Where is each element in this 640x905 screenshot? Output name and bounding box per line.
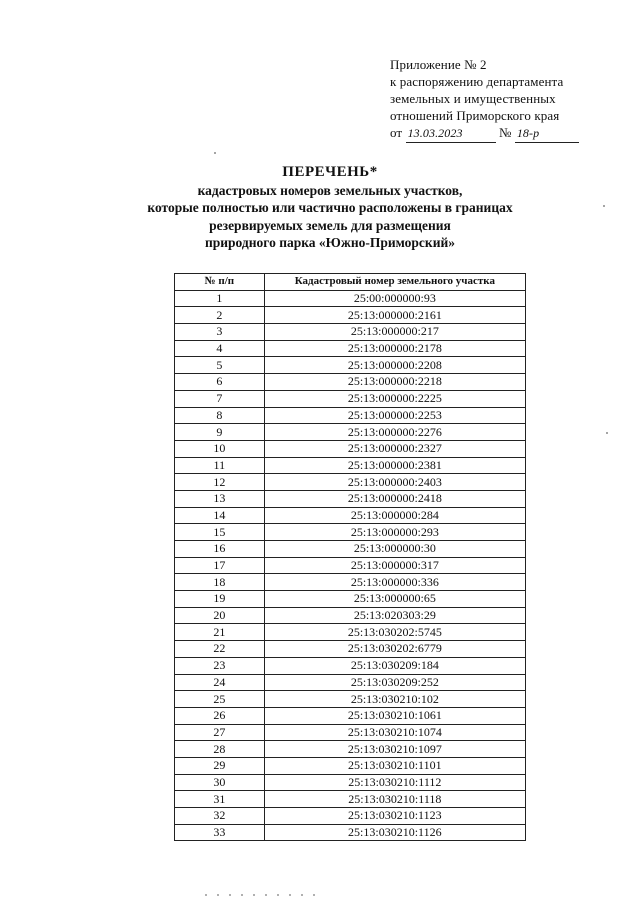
title-line-3: резервируемых земель для размещения [209,217,451,233]
row-number: 22 [175,641,265,658]
cadastral-number: 25:13:000000:2178 [264,340,525,357]
table-row [175,340,526,357]
table-row [175,641,526,658]
cadastral-number: 25:13:000000:317 [264,557,525,574]
row-number: 19 [175,591,265,608]
table-header-row [175,274,526,291]
row-number: 9 [175,424,265,441]
cadastral-number: 25:13:000000:2381 [264,457,525,474]
row-number: 32 [175,808,265,825]
row-number: 14 [175,507,265,524]
row-number: 21 [175,624,265,641]
table-row [175,557,526,574]
cadastral-number: 25:13:000000:217 [264,324,525,341]
scan-artifact-dots [200,893,320,897]
cadastral-number: 25:13:000000:2403 [264,474,525,491]
cadastral-number: 25:13:030209:184 [264,657,525,674]
table-row [175,440,526,457]
cadastral-number: 25:13:030209:252 [264,674,525,691]
number-prefix: № [498,125,512,140]
appendix-header [390,56,620,143]
handwritten-number: 18-р [515,125,579,143]
table-row [175,657,526,674]
appendix-line-department: земельных и имущественных [390,91,556,106]
cadastral-number: 25:13:000000:2161 [264,307,525,324]
row-number: 29 [175,757,265,774]
document-title [100,164,560,252]
table-row [175,457,526,474]
cadastral-number: 25:13:030202:5745 [264,624,525,641]
table-row [175,674,526,691]
row-number: 33 [175,824,265,841]
table-row [175,607,526,624]
appendix-line-region: отношений Приморского края [390,108,560,123]
row-number: 3 [175,324,265,341]
cadastral-number: 25:13:000000:293 [264,524,525,541]
table-row [175,741,526,758]
row-number: 5 [175,357,265,374]
scan-speck [214,152,216,154]
table-row [175,808,526,825]
row-number: 12 [175,474,265,491]
row-number: 18 [175,574,265,591]
table-row [175,757,526,774]
cadastral-number: 25:13:000000:336 [264,574,525,591]
table-row [175,541,526,558]
row-number: 31 [175,791,265,808]
cadastral-number: 25:13:000000:2327 [264,440,525,457]
table-row [175,824,526,841]
row-number: 6 [175,374,265,391]
table-row [175,524,526,541]
cadastral-number: 25:13:020303:29 [264,607,525,624]
row-number: 24 [175,674,265,691]
cadastral-number: 25:13:000000:30 [264,541,525,558]
row-number: 10 [175,440,265,457]
cadastral-number: 25:13:000000:2418 [264,490,525,507]
table-row [175,324,526,341]
scan-speck [603,205,605,207]
table-row [175,374,526,391]
cadastral-number: 25:13:000000:2253 [264,407,525,424]
title-line-2: которые полностью или частично расположены в границах [147,200,513,215]
row-number: 13 [175,490,265,507]
date-prefix: от [390,125,403,140]
row-number: 15 [175,524,265,541]
cadastral-number: 25:13:030210:1126 [264,824,525,841]
table-row [175,507,526,524]
table-row [175,574,526,591]
row-number: 23 [175,657,265,674]
table-row [175,424,526,441]
row-number: 27 [175,724,265,741]
row-number: 1 [175,290,265,307]
cadastral-number: 25:13:000000:284 [264,507,525,524]
table-row [175,407,526,424]
cadastral-number: 25:13:030210:1061 [264,707,525,724]
table-row [175,357,526,374]
cadastral-number: 25:13:030202:6779 [264,641,525,658]
row-number: 30 [175,774,265,791]
appendix-title: Приложение № 2 [390,57,487,72]
row-number: 16 [175,541,265,558]
table-row [175,624,526,641]
cadastral-number: 25:13:000000:2218 [264,374,525,391]
cadastral-number: 25:13:030210:1097 [264,741,525,758]
row-number: 28 [175,741,265,758]
table-row [175,474,526,491]
cadastral-number: 25:13:030210:1118 [264,791,525,808]
title-main: ПЕРЕЧЕНЬ* [282,164,378,180]
header-cadastral-number: Кадастровый номер земельного участка [264,274,525,291]
table-row [175,290,526,307]
row-number: 7 [175,390,265,407]
row-number: 11 [175,457,265,474]
row-number: 4 [175,340,265,357]
title-line-4: природного парка «Южно-Приморский» [204,235,455,250]
cadastral-number: 25:13:000000:65 [264,591,525,608]
cadastral-number: 25:13:000000:2276 [264,424,525,441]
table-row [175,490,526,507]
cadastral-number: 25:13:000000:2225 [264,390,525,407]
cadastral-number: 25:13:030210:1112 [264,774,525,791]
cadastral-number: 25:13:000000:2208 [264,357,525,374]
appendix-date-line [390,124,620,143]
table-row [175,791,526,808]
cadastral-number: 25:13:030210:1123 [264,808,525,825]
row-number: 17 [175,557,265,574]
scan-speck [606,432,608,434]
handwritten-date: 13.03.2023 [406,125,496,143]
table-row [175,707,526,724]
table-row [175,774,526,791]
table-row [175,724,526,741]
header-number: № п/п [175,274,265,291]
table-row [175,307,526,324]
cadastral-number: 25:13:030210:1074 [264,724,525,741]
row-number: 20 [175,607,265,624]
row-number: 25 [175,691,265,708]
title-line-1: кадастровых номеров земельных участков, [197,182,463,198]
row-number: 8 [175,407,265,424]
row-number: 2 [175,307,265,324]
table-row [175,591,526,608]
table-row [175,390,526,407]
row-number: 26 [175,707,265,724]
cadastral-number: 25:00:000000:93 [264,290,525,307]
cadastral-table [174,273,526,841]
cadastral-number: 25:13:030210:102 [264,691,525,708]
table-row [175,691,526,708]
appendix-line-order: к распоряжению департамента [390,74,564,89]
cadastral-number: 25:13:030210:1101 [264,757,525,774]
